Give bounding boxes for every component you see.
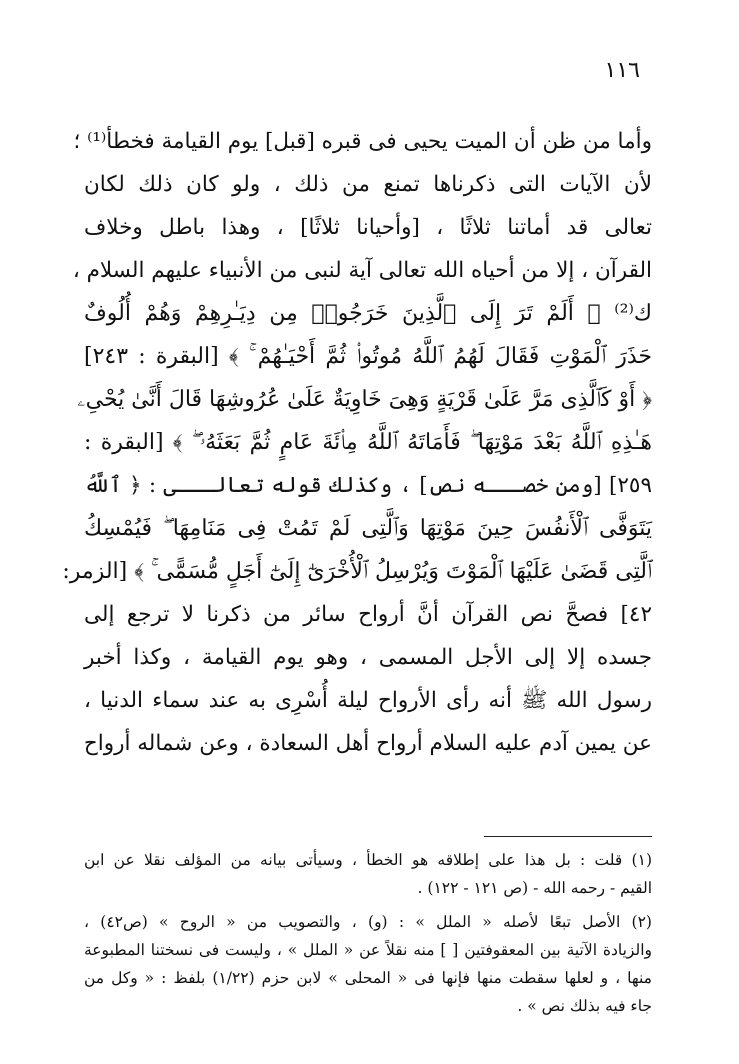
footnote-1 xyxy=(84,846,652,902)
footnote-line: (١) قلت : بل هذا على إطلاقه هو الخطأ ، وسيأتى بيانه من المؤلف نقلا عن ابن xyxy=(84,851,652,869)
footnote-separator xyxy=(484,836,652,837)
body-line: لأن الآيات التى ذكرناها تمنع من ذلك ، ولو كان ذلك لكان xyxy=(84,172,652,197)
quran-line: يَتَوَفَّى ٱلْأَنفُسَ حِينَ مَوْتِهَا وَٱلَّتِى لَمْ تَمُتْ فِى مَنَامِهَا ۖ فَيُمْسِكُ xyxy=(84,516,652,541)
body-line: ٤٢] فصحَّ نص القرآن أنَّ أرواح سائر من ذكرنا لا ترجع إلى xyxy=(84,602,652,627)
footnote-line: منها ، و لعلها سقطت منها فإنها فى « المحلى » لابن حزم (١/٢٢) بلفظ : « وكل من xyxy=(84,969,652,987)
main-text xyxy=(62,120,652,765)
footnote-line: والزيادة الآتية بين المعقوفتين [ ] منه نقلاً عن « الملل » ، وليست فى نسختنا المطبوعة xyxy=(84,941,652,959)
quran-line: ك⁽²⁾ ﴿ أَلَمْ تَرَ إِلَى ٱلَّذِينَ خَرَجُوا۟ مِن دِيَـٰرِهِمْ وَهُمْ أُلُوفٌ xyxy=(84,301,652,326)
body-line: القرآن ، إلا من أحياه الله تعالى آية لنبى من الأنبياء عليهم السلام ، xyxy=(72,258,652,283)
body-line: ٢٥٩] [ومن خصـــه نص] ، وكذلك قوله تعالـــى : ﴿ ٱللَّهُ xyxy=(84,473,652,498)
quran-line: ٱلَّتِى قَضَىٰ عَلَيْهَا ٱلْمَوْتَ وَيُرْسِلُ ٱلْأُخْرَىٰٓ إِلَىٰٓ أَجَلٍ مُّسَمًّى ۚ ﴾ [الزمر: xyxy=(62,559,652,584)
body-line: عن يمين آدم عليه السلام أرواح أهل السعادة ، وعن شماله أرواح xyxy=(83,731,652,756)
footnote-line: جاء فيه بذلك نص » . xyxy=(517,997,652,1015)
footnote-line: القيم - رحمه الله - (ص ١٢١ - ١٢٢) . xyxy=(417,879,652,897)
body-line: وأما من ظن أن الميت يحيى فى قبره [قبل] يوم القيامة فخطأ⁽¹⁾ ؛ xyxy=(73,129,652,154)
footnote-2 xyxy=(84,908,652,1020)
body-line: جسده إلا إلى الأجل المسمى ، وهو يوم القيامة ، وكذا أخبر xyxy=(84,645,652,670)
footnote-line: (٢) الأصل تبعًا لأصله « الملل » : (و) ، والتصويب من « الروح » (ص٤٢) ، xyxy=(84,913,652,931)
quran-line: حَذَرَ ٱلْمَوْتِ فَقَالَ لَهُمُ ٱللَّهُ مُوتُوا۟ ثُمَّ أَحْيَـٰهُمْ ۚ ﴾ [البقرة : ٢٤٣] xyxy=(84,344,652,369)
quran-line: هَـٰذِهِ ٱللَّهُ بَعْدَ مَوْتِهَا ۖ فَأَمَاتَهُ ٱللَّهُ مِا۟ئَةَ عَامٍ ثُمَّ بَعَثَهُۥ ۖ ﴾ [البقرة : xyxy=(84,430,652,455)
body-line: رسول الله ﷺ أنه رأى الأرواح ليلة أُسْرِى به عند سماء الدنيا ، xyxy=(84,688,652,713)
quran-line: ﴿ أَوْ كَٱلَّذِى مَرَّ عَلَىٰ قَرْيَةٍ وَهِىَ خَاوِيَةٌ عَلَىٰ عُرُوشِهَا قَالَ أَنَّىٰ يُحْىِۦ xyxy=(77,387,652,412)
page-number: ١١٦ xyxy=(604,58,640,83)
body-line: تعالى قد أماتنا ثلاثًا ، [وأحيانا ثلاثًا] ، وهذا باطل وخلاف xyxy=(84,215,652,240)
footnotes xyxy=(84,846,652,1020)
